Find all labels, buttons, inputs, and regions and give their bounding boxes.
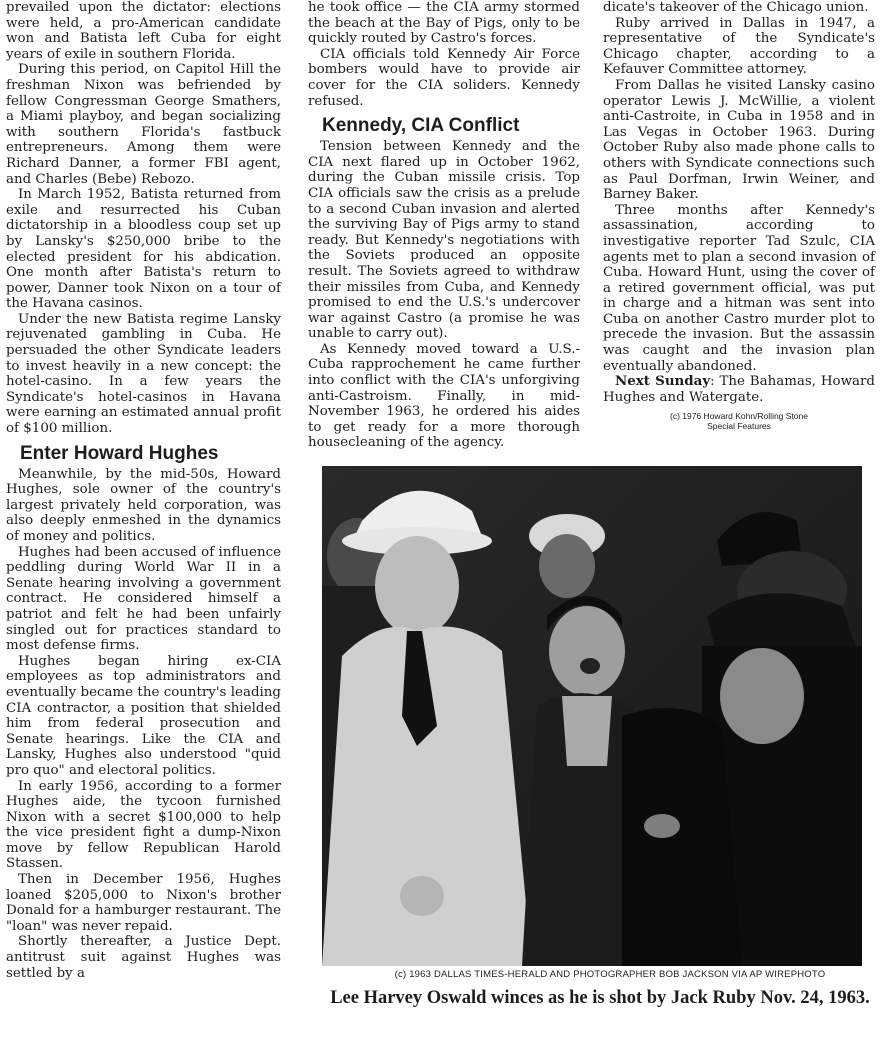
- paragraph: During this period, on Capitol Hill the freshman Nixon was befriended by fellow Congressman George Smathers, a Miami playboy, and began socializing with southern Florida's fastbuck entrepreneurs. Among them were Richard Danner, a former FBI agent, and Charles (Bebe) Rebozo.: [6, 62, 281, 187]
- column-1: [6, 0, 281, 981]
- article-credit-line: (c) 1976 Howard Kohn/Rolling Stone: [670, 411, 808, 422]
- paragraph: dicate's takeover of the Chicago union.: [603, 0, 869, 15]
- paragraph: In early 1956, according to a former Hughes aide, the tycoon furnished Nixon with a secret $100,000 to help the vice president fight a dump-Nixon move by fellow Republican Harold Stassen.: [6, 778, 281, 872]
- article-credit-line: Special Features: [707, 421, 771, 432]
- news-photo: [322, 466, 862, 966]
- paragraph: Then in December 1956, Hughes loaned $205,000 to Nixon's brother Donald for a hamburger restaurant. The "loan" was never repaid.: [6, 872, 281, 934]
- photo-credit: (c) 1963 DALLAS TIMES-HERALD AND PHOTOGRAPHER BOB JACKSON VIA AP WIREPHOTO: [394, 969, 826, 980]
- next-sunday-label: Next Sunday: [615, 373, 711, 390]
- paragraph: Meanwhile, by the mid-50s, Howard Hughes, sole owner of the country's largest privately held corporation, was also deeply enmeshed in the dynamics of money and politics.: [6, 466, 281, 544]
- section-heading-hughes: Enter Howard Hughes: [20, 442, 219, 464]
- next-sunday-teaser: [603, 374, 875, 405]
- paragraph: Tension between Kennedy and the CIA next flared up in October 1962, during the Cuban missile crisis. Top CIA officials saw the crisis as a prelude to a second Cuban invasion and alerted the surviving Bay of Pigs army to stand ready. But Kennedy's negotiations with the Soviets produced an opposite result. The Soviets agreed to withdraw their missiles from Cuba, and Kennedy promised to end the U.S.'s undercover war against Castro (a promise he was unable to carry out).: [308, 139, 580, 342]
- column-3: [603, 0, 875, 431]
- section-heading-kennedy: Kennedy, CIA Conflict: [322, 115, 520, 137]
- photo-illustration: [322, 466, 862, 966]
- paragraph: he took office — the CIA army stormed the beach at the Bay of Pigs, only to be quickly routed by Castro's forces.: [308, 0, 580, 47]
- next-sunday-text: : The Bahamas, Howard Hughes and Watergate.: [603, 374, 875, 405]
- paragraph: From Dallas he visited Lansky casino operator Lewis J. McWillie, a violent anti-Castroite, in Cuba in 1958 and in Las Vegas in October 1963. During October Ruby also made phone calls to others with Syndicate connections such as Paul Dorfman, Irwin Weiner, and Barney Baker.: [603, 77, 875, 203]
- paragraph: Hughes had been accused of influence peddling during World War II in a Senate hearing involving a government contract. He considered himself a patriot and felt he had been unfairly singled out for practices standard to most defense firms.: [6, 544, 281, 654]
- paragraph: Three months after Kennedy's assassination, according to investigative reporter Tad Szulc, CIA agents met to plan a second invasion of Cuba. Howard Hunt, using the cover of a retired government official, was put in charge and a hitman was sent into Cuba on another Castro murder plot to precede the invasion. But the assassin was caught and the invasion plan eventually abandoned.: [603, 202, 875, 374]
- paragraph: Under the new Batista regime Lansky rejuvenated gambling in Cuba. He persuaded the other Syndicate leaders to invest heavily in a new concept: the hotel-casino. In a few years the Syndicate's hotel-casinos in Havana were earning an estimated annual profit of $100 million.: [6, 311, 281, 437]
- paragraph: Shortly thereafter, a Justice Dept. antitrust suit against Hughes was settled by a: [6, 934, 281, 981]
- column-2: [308, 0, 580, 451]
- paragraph: prevailed upon the dictator: elections were held, a pro-American candidate won and Batista left Cuba for eight years of exile in southern Florida.: [6, 0, 281, 62]
- paragraph: CIA officials told Kennedy Air Force bombers would have to provide air cover for the CIA soliders. Kennedy refused.: [308, 46, 580, 109]
- paragraph: As Kennedy moved toward a U.S.-Cuba rapprochement he came further into conflict with the CIA's unforgiving anti-Castroism. Finally, in mid-November 1963, he ordered his aides to get ready for a more thorough housecleaning of the agency.: [308, 341, 580, 451]
- article-credit: [603, 411, 875, 431]
- paragraph: Ruby arrived in Dallas in 1947, a representative of the Syndicate's Chicago chapter, according to a Kefauver Committee attorney.: [603, 15, 875, 78]
- photo-caption: Lee Harvey Oswald winces as he is shot by Jack Ruby Nov. 24, 1963.: [330, 988, 870, 1008]
- paragraph: In March 1952, Batista returned from exile and resurrected his Cuban dictatorship in a bloodless coup set up by Lansky's $250,000 bribe to the elected president for his abdication. One month after Batista's return to power, Danner took Nixon on a tour of the Havana casinos.: [6, 187, 281, 312]
- paragraph: Hughes began hiring ex-CIA employees as top administrators and eventually became the country's leading CIA contractor, a position that shielded him from federal prosecution and Senate hearings. Like the CIA and Lansky, Hughes also understood "quid pro quo" and electoral politics.: [6, 653, 281, 778]
